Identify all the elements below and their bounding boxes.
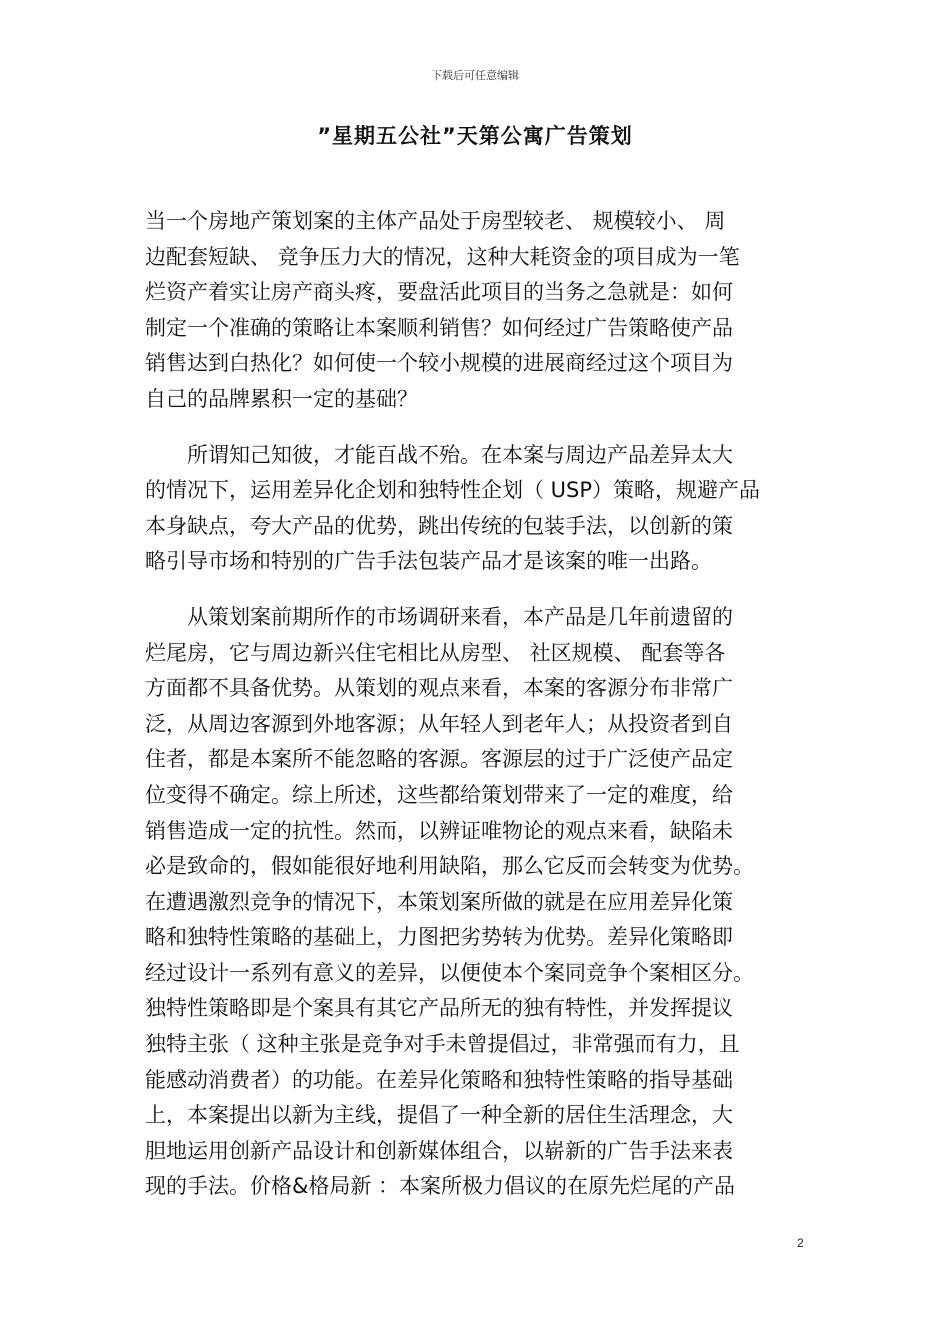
text-line: 的情况下，运用差异化企划和独特性企划（ USP）策略，规避产品 (145, 478, 761, 503)
document-body (145, 204, 809, 1205)
header-note: 下载后可任意编辑 (431, 69, 519, 82)
text-line: 胆地运用创新产品设计和创新媒体组合，以崭新的广告手法来表 (145, 1138, 733, 1163)
text-line: 自己的品牌累积一定的基础？ (145, 386, 418, 411)
text-line: 方面都不具备优势。从策划的观点来看，本案的客源分布非常广 (145, 676, 733, 701)
text-line: 必是致命的，假如能很好地利用缺陷，那么它反而会转变为优势。 (145, 854, 754, 879)
paragraph-analysis (145, 600, 809, 1205)
text-line: 在遭遇激烈竞争的情况下，本策划案所做的就是在应用差异化策 (145, 889, 733, 914)
text-line: 位变得不确定。综上所述，这些都给策划带来了一定的难度，给 (145, 782, 733, 807)
text-line: 上，本案提出以新为主线，提倡了一种全新的居住生活理念，大 (145, 1103, 733, 1128)
text-line: 销售造成一定的抗性。然而，以辨证唯物论的观点来看，缺陷未 (145, 818, 733, 843)
text-line: 泛，从周边客源到外地客源；从年轻人到老年人；从投资者到自 (145, 711, 733, 736)
paragraph-intro (145, 204, 809, 418)
page-number: 2 (797, 1236, 804, 1250)
text-line: 独特主张（ 这种主张是竞争对手未曾提倡过，非常强而有力，且 (145, 1032, 740, 1057)
paragraph-strategy (145, 438, 809, 580)
text-line: 经过设计一系列有意义的差异，以便使本个案同竞争个案相区分。 (145, 960, 754, 985)
text-line: 当一个房地产策划案的主体产品处于房型较老、 规模较小、 周 (145, 209, 726, 233)
text-line: 独特性策略即是个案具有其它产品所无的独有特性，并发挥提议 (145, 996, 733, 1021)
document-title: ”星期五公社”天第公寓广告策划 (317, 124, 633, 148)
text-line: 制定一个准确的策略让本案顺利销售？如何经过广告策略使产品 (145, 315, 733, 340)
text-line: 所谓知己知彼，才能百战不殆。在本案与周边产品差异太大 (145, 442, 733, 467)
text-line: 本身缺点，夸大产品的优势，跳出传统的包装手法，以创新的策 (145, 513, 733, 538)
text-line: 烂尾房，它与周边新兴住宅相比从房型、 社区规模、 配套等各 (145, 640, 726, 665)
text-line: 能感动消费者）的功能。在差异化策略和独特性策略的指导基础 (145, 1067, 733, 1092)
text-line: 销售达到白热化？如何使一个较小规模的进展商经过这个项目为 (145, 351, 733, 376)
text-line: 烂资产着实让房产商头疼，要盘活此项目的当务之急就是：如何 (145, 280, 733, 305)
text-line: 略引导市场和特别的广告手法包装产品才是该案的唯一出路。 (145, 549, 712, 574)
text-line: 现的手法。价格&格局新 ：本案所极力倡议的在原先烂尾的产品 (145, 1174, 736, 1199)
text-line: 边配套短缺、 竞争压力大的情况，这种大耗资金的项目成为一笔 (145, 244, 740, 269)
text-line: 略和独特性策略的基础上，力图把劣势转为优势。差异化策略即 (145, 925, 733, 950)
text-line: 住者，都是本案所不能忽略的客源。客源层的过于广泛使产品定 (145, 747, 733, 772)
text-line: 从策划案前期所作的市场调研来看，本产品是几年前遗留的 (145, 604, 733, 629)
